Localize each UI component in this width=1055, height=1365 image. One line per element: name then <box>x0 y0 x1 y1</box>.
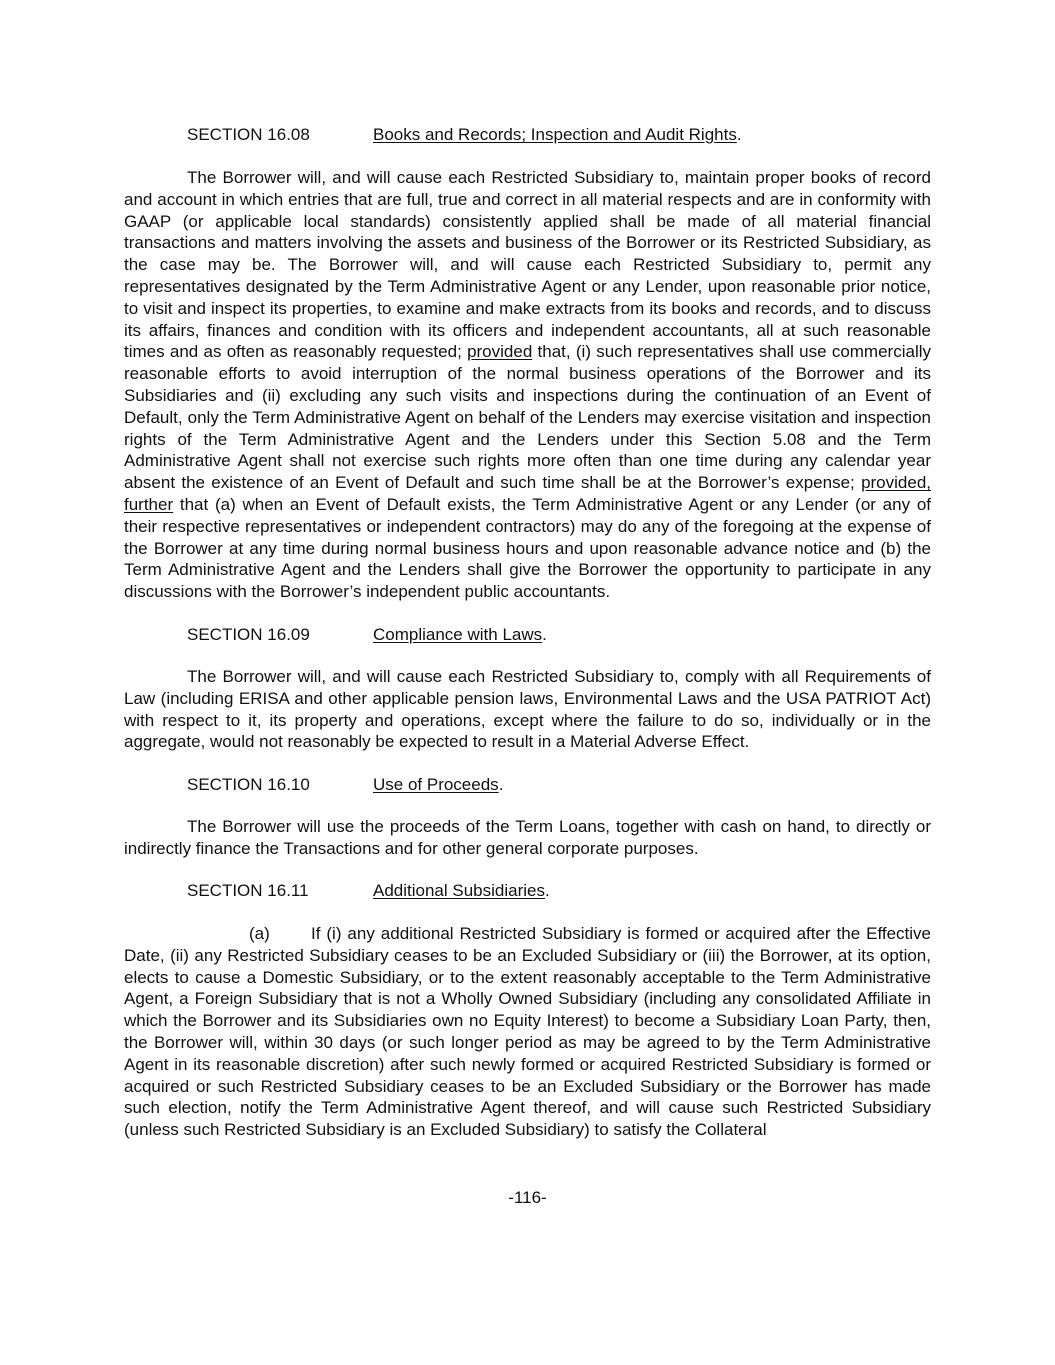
page-number: -116- <box>508 1188 547 1207</box>
body-text: The Borrower will, and will cause each Restricted Subsidiary to, maintain proper books of record and account in which entries that are full, true and correct in all material respects and are in conformity with GAAP (or applicable local standards) consistently applied shall be made of all material financial transactions and matters involving the assets and business of the Borrower or its Restricted Subsidiary, as the case may be. The Borrower will, and will cause each Restricted Subsidiary to, permit any representatives designated by the Term Administrative Agent or any Lender, upon reasonable prior notice, to visit and inspect its properties, to examine and make extracts from its books and records, and to discuss its affairs, finances and condition with its officers and independent accountants, all at such reasonable times and as often as reasonably requested; <box>124 168 931 362</box>
section-heading-16-08 <box>187 124 742 146</box>
body-text: that (a) when an Event of Default exists, the Term Administrative Agent or any Lender (or any of their respective representatives or independent contractors) may do any of the foregoing at the expense of the Borrower at any time during normal business hours and upon reasonable advance notice and (b) the Term Administrative Agent and the Lenders shall give the Borrower the opportunity to participate in any discussions with the Borrower’s independent public accountants. <box>124 494 931 602</box>
section-body-16-10: The Borrower will use the proceeds of the Term Loans, together with cash on hand, to directly or indirectly finance the Transactions and for other general corporate purposes. <box>124 817 931 858</box>
section-title: Compliance with Laws <box>373 625 543 644</box>
body-text: If (i) any additional Restricted Subsidiary is formed or acquired after the Effective Date, (ii) any Restricted Subsidiary ceases to be an Excluded Subsidiary or (iii) the Borrower, at its option, elects to cause a Domestic Subsidiary, or to the extent reasonably acceptable to the Term Administrative Agent, a Foreign Subsidiary that is not a Wholly Owned Subsidiary (including any consolidated Affiliate in which the Borrower and its Subsidiaries own no Equity Interest) to become a Subsidiary Loan Party, then, the Borrower will, within 30 days (or such longer period as may be agreed to by the Term Administrative Agent in its reasonable discretion) after such newly formed or acquired Restricted Subsidiary is formed or acquired or such Restricted Subsidiary ceases to be an Excluded Subsidiary or the Borrower has made such election, notify the Term Administrative Agent thereof, and will cause such Restricted Subsidiary (unless such Restricted Subsidiary is an Excluded Subsidiary) to satisfy the Collateral <box>124 924 931 1140</box>
section-title: Books and Records; Inspection and Audit Rights <box>373 125 737 144</box>
section-number: SECTION 16.11 <box>187 881 309 900</box>
provided-further-term: provided, further <box>124 473 931 514</box>
section-body-16-09: The Borrower will, and will cause each Restricted Subsidiary to, comply with all Requirements of Law (including ERISA and other applicable pension laws, Environmental Laws and the USA PATRIOT Act) with respect to it, its property and operations, except where the failure to do so, individually or in the aggregate, would not reasonably be expected to result in a Material Adverse Effect. <box>124 667 931 752</box>
clause-marker: (a) <box>249 924 270 943</box>
section-heading-16-11 <box>187 880 550 902</box>
section-heading-16-09 <box>187 624 547 646</box>
section-heading-16-10 <box>187 774 503 796</box>
section-body-16-08 <box>124 167 931 603</box>
body-text: that, (i) such representatives shall use commercially reasonable efforts to avoid interruption of the normal business operations of the Borrower and its Subsidiaries and (ii) excluding any such visits and inspections during the continuation of an Event of Default, only the Term Administrative Agent on behalf of the Lenders may exercise visitation and inspection rights of the Term Administrative Agent and the Lenders under this Section 5.08 and the Term Administrative Agent shall not exercise such rights more often than one time during any calendar year absent the existence of an Event of Default and such time shall be at the Borrower’s expense; <box>124 342 931 493</box>
section-title-period: . <box>498 775 504 794</box>
section-title-period: . <box>545 881 550 900</box>
section-title-period: . <box>736 125 742 144</box>
section-title: Use of Proceeds <box>373 775 499 794</box>
section-title: Additional Subsidiaries <box>373 881 545 900</box>
section-number: SECTION 16.08 <box>187 125 310 144</box>
provided-term: provided <box>467 342 533 362</box>
section-body-16-11 <box>124 923 931 1141</box>
section-number: SECTION 16.09 <box>187 625 310 644</box>
section-title-period: . <box>542 625 547 644</box>
section-number: SECTION 16.10 <box>187 775 310 794</box>
